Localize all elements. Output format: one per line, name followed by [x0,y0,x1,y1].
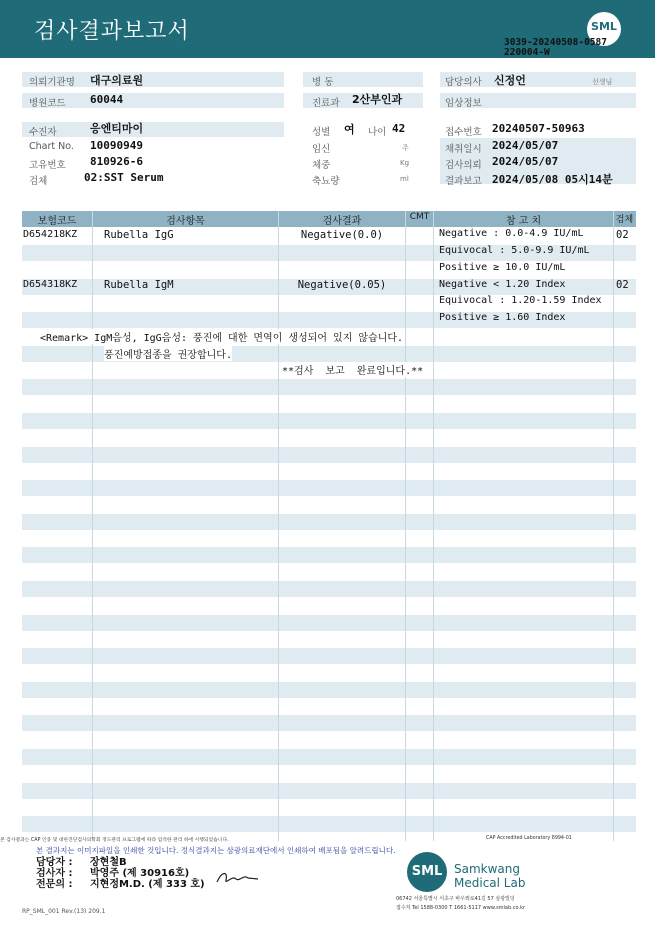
table-stripe [22,581,636,597]
sml-logo-text: SML [591,20,617,33]
table-stripe [22,447,636,463]
report-id [504,38,654,58]
receipt-value: 20240507-50963 [492,122,585,135]
org-name-line2: Medical Lab [454,876,526,890]
patient-value: 응엔티마이 [90,122,144,135]
dept-label: 진료과 [312,98,340,109]
clinical-label: 임상정보 [445,98,482,109]
specialist-value: 지현정M.D. (제 333 호) [90,879,205,890]
header-test-item: 검사항목 [166,216,205,227]
table-stripe [22,514,636,530]
tester-label: 검사자 : [36,868,73,879]
report-value: 2024/05/08 05시14분 [492,173,613,186]
hospital-code-label: 병원코드 [29,98,66,109]
row2-range1: Negative < 1.20 Index [439,279,566,290]
weight-label: 체중 [312,160,331,171]
remark-line1: <Remark> IgM음성, IgG음성: 풍진에 대한 면역이 생성되어 있지 않습니다. [40,329,403,344]
remark-line2: 풍진예방접종을 권장합니다. [104,346,232,361]
table-stripe [22,715,636,731]
header-reference: 참 고 치 [505,216,542,227]
table-stripe [22,615,636,631]
sex-value: 여 [344,123,355,136]
column-divider [613,211,614,841]
doctor-value: 신정언 [494,74,526,87]
chart-label: Chart No. [29,141,74,152]
row1-item: Rubella IgG [104,229,174,241]
header-result: 검사결과 [322,216,362,227]
receipt-label: 접수번호 [445,127,482,138]
ward-label: 병 동 [312,77,334,88]
header-cmt: CMT [409,212,430,222]
client-label: 의뢰기관명 [29,77,75,88]
report-id-line1: 3039-20240508-0587 [504,37,607,48]
footer-cap-note: 본 검사결과는 CAP 인증 및 대한진단검사의학회 정도관리 프로그램에 따라 엄격한 관리 하에 시행되었습니다. [0,838,229,843]
column-divider [278,211,279,841]
row2-code: D654318KZ [23,279,78,290]
collect-label: 채취일시 [445,144,482,155]
row1-range2: Equivocal : 5.0-9.9 IU/mL [439,245,590,256]
org-address: 06742 서울특별시 서초구 바우뫼로41길 57 삼광빌딩 [396,896,515,902]
column-divider [92,211,93,841]
table-stripe [22,749,636,765]
report-id-line2: 220004-W [504,47,550,58]
header-specimen: 검체 [615,215,634,225]
age-label: 나이 [368,127,387,138]
table-stripe [22,816,636,832]
column-divider [433,211,434,841]
pregnancy-unit: 주 [402,144,409,152]
row1-result: Negative(0.0) [300,229,384,241]
urine-label: 축뇨량 [312,176,340,187]
dept-value: 2산부인과 [352,93,403,106]
report-complete: **검사 보고 완료입니다.** [282,362,423,377]
id-value: 810926-6 [90,155,143,168]
row2-range2: Equivocal : 1.20-1.59 Index [439,295,602,306]
row1-code: D654218KZ [23,229,78,240]
tester-value: 박영주 (제 30916호) [90,868,190,879]
request-value: 2024/05/07 [492,155,559,168]
weight-unit: Kg [400,159,410,167]
row1-range3: Positive ≥ 10.0 IU/mL [439,262,566,273]
row1-specimen: 02 [616,229,629,241]
table-stripe [22,379,636,395]
row1-range1: Negative : 0.0-4.9 IU/mL [439,228,584,239]
specimen-label: 검체 [29,176,48,187]
request-label: 검사의뢰 [445,160,482,171]
doctor-suffix: 선생님 [592,78,613,86]
signature-icon [214,867,260,887]
info-band [22,122,284,137]
org-name-line1: Samkwang [454,862,520,876]
specimen-value: 02:SST Serum [84,171,164,184]
manager-label: 담당자 : [36,857,73,868]
org-logo-text: SML [411,864,443,879]
row2-item: Rubella IgM [104,279,174,291]
table-stripe [22,480,636,496]
table-stripe [22,648,636,664]
manager-value: 장현철B [90,857,127,868]
sex-label: 성별 [312,127,331,138]
row2-specimen: 02 [616,279,629,291]
header-insurance-code: 보험코드 [37,216,77,227]
id-label: 고유번호 [29,160,66,171]
row2-range3: Positive ≥ 1.60 Index [439,312,566,323]
report-label: 결과보고 [445,176,482,187]
pregnancy-label: 임신 [312,144,331,155]
cap-accreditation: CAP Accredited Laboratory 8994-01 [486,836,572,841]
table-stripe [22,413,636,429]
collect-value: 2024/05/07 [492,139,559,152]
urine-unit: ml [400,175,409,183]
age-value: 42 [392,122,406,135]
client-value: 대구의료원 [90,74,144,87]
row2-result: Negative(0.05) [297,279,387,291]
chart-value: 10090949 [90,139,143,152]
patient-label: 수진자 [29,127,57,138]
table-stripe [22,547,636,563]
doctor-label: 담당의사 [445,77,482,88]
hospital-code-value: 60044 [90,93,124,106]
footer-print-note: 본 결과지는 이미지파일을 인쇄한 것입니다. 정식결과지는 삼광의료재단에서 인쇄하여 배포됨을 알려드립니다. [36,846,396,855]
column-divider [405,211,406,841]
org-phone: 접수처 Tel 1588-0300 T 1661-5117 www.smlab.co.kr [396,905,526,911]
report-title: 검사결과보고서 [34,19,190,44]
specialist-label: 전문의 : [36,879,73,890]
table-stripe [22,682,636,698]
table-stripe [22,783,636,799]
form-id: RP_SML_001 Rev.(13) 209.1 [22,908,106,915]
